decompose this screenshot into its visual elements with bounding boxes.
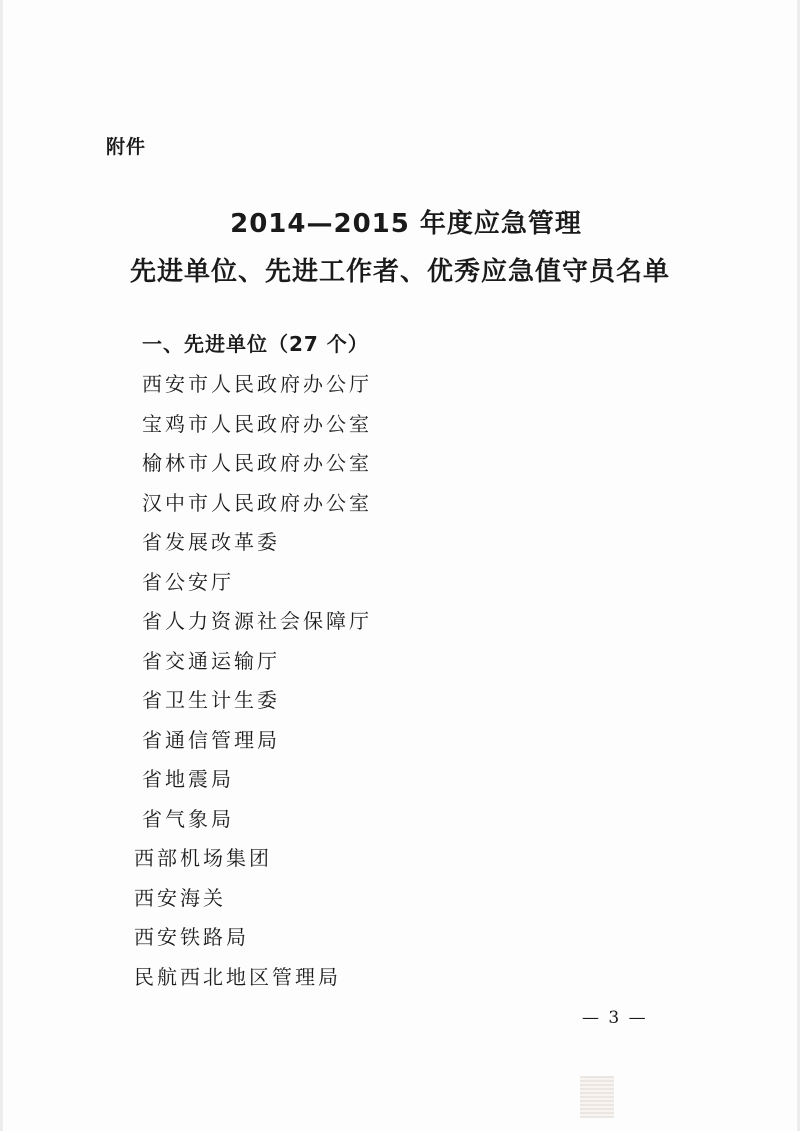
page-number: — 3 — xyxy=(582,1008,648,1028)
document-title xyxy=(0,200,800,296)
list-item: 榆林市人民政府办公室 xyxy=(142,451,372,475)
attachment-label: 附件 xyxy=(106,136,147,158)
list-item: 民航西北地区管理局 xyxy=(134,964,341,989)
list-item: 西安铁路局 xyxy=(134,925,249,949)
list-item: 省地震局 xyxy=(142,767,234,791)
list-item: 汉中市人民政府办公室 xyxy=(142,490,372,515)
scan-edge-left xyxy=(0,0,3,1131)
title-line-1: 2014—2015 年度应急管理 xyxy=(230,209,582,239)
list-item: 西安市人民政府办公厅 xyxy=(142,372,372,396)
list-item: 省发展改革委 xyxy=(142,530,280,554)
title-line-2: 先进单位、先进工作者、优秀应急值守员名单 xyxy=(129,257,670,287)
list-item: 省卫生计生委 xyxy=(142,688,280,712)
list-item: 省交通运输厅 xyxy=(142,648,280,673)
scan-artifact-mark xyxy=(580,1076,614,1118)
list-item: 宝鸡市人民政府办公室 xyxy=(142,411,372,436)
list-item: 省通信管理局 xyxy=(142,727,280,752)
section-heading-advanced-units: 一、先进单位（27 个） xyxy=(142,332,369,356)
list-item: 省公安厅 xyxy=(142,569,234,594)
advanced-units-list xyxy=(134,365,372,997)
list-item: 西安海关 xyxy=(134,885,226,910)
list-item: 省人力资源社会保障厅 xyxy=(142,609,372,633)
list-item: 省气象局 xyxy=(142,806,234,831)
list-item: 西部机场集团 xyxy=(134,846,272,870)
